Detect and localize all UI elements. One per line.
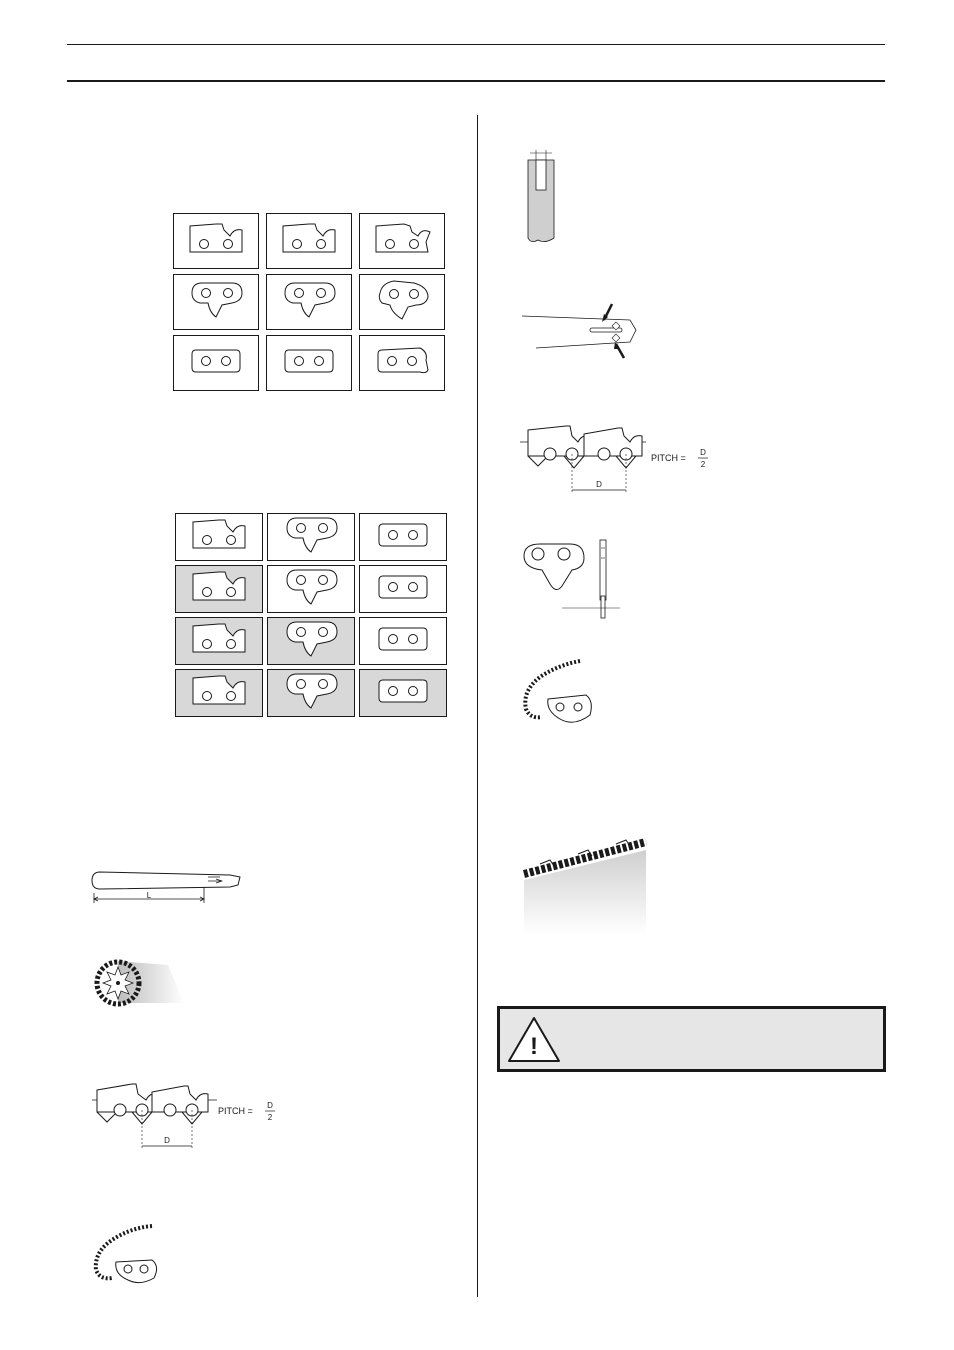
chain-loop-figure-right (520, 655, 605, 735)
header-rule-thick (67, 80, 885, 82)
tie-strap-icon (373, 572, 433, 607)
warning-symbol: ! (530, 1033, 538, 1060)
bar-groove-figure (518, 150, 568, 245)
bar-oil-hole-figure (520, 300, 640, 365)
chain-pitch-figure (92, 1080, 282, 1155)
grid-cell-r2-c1 (175, 565, 263, 613)
grid-cell-r3-c3 (359, 335, 445, 391)
grid-cell-r1-c2 (266, 213, 352, 269)
grid-cell-r4-c2 (267, 669, 355, 717)
drive-link-icon (279, 279, 339, 326)
chain-pitch-figure-right (520, 420, 720, 498)
chain-component-replacement-grid (175, 513, 447, 717)
header-rule-thin (67, 44, 885, 45)
grid-cell-r4-c3 (359, 669, 447, 717)
drive-link-icon (281, 566, 341, 613)
tie-strap-icon (373, 624, 433, 659)
grid-cell-r1-c2 (267, 513, 355, 561)
warning-triangle-icon (506, 1013, 562, 1067)
cutter-icon (279, 220, 339, 263)
pitch-denominator-right: 2 (700, 460, 706, 469)
grid-cell-r3-c3 (359, 617, 447, 665)
grid-cell-r1-c1 (175, 513, 263, 561)
grid-cell-r2-c3 (359, 565, 447, 613)
sprocket-nose-figure (88, 955, 208, 1015)
pitch-label: PITCH = (218, 1106, 253, 1116)
bar-length-figure (90, 865, 245, 910)
pitch-label-right: PITCH = (651, 453, 686, 463)
grid-cell-r4-c1 (175, 669, 263, 717)
cutter-chisel-icon (372, 220, 432, 263)
tie-strap-chisel-icon (372, 346, 432, 381)
pitch-distance-label-right: D (596, 480, 602, 489)
grid-cell-r1-c3 (359, 513, 447, 561)
cutter-icon (186, 220, 246, 263)
grid-cell-r2-c3 (359, 274, 445, 330)
chain-loop-figure (90, 1222, 170, 1287)
grid-cell-r2-c2 (266, 274, 352, 330)
drive-link-icon (186, 279, 246, 326)
tie-strap-icon (373, 676, 433, 711)
pitch-numerator-right: D (700, 448, 706, 457)
grid-cell-r3-c1 (173, 335, 259, 391)
bar-length-label: L (146, 891, 152, 900)
grid-cell-r3-c2 (267, 617, 355, 665)
pitch-numerator: D (267, 1101, 273, 1110)
drive-link-icon (281, 618, 341, 665)
drive-link-chisel-icon (372, 279, 432, 326)
grid-cell-r1-c1 (173, 213, 259, 269)
column-divider (477, 115, 478, 1297)
chain-component-grid (173, 213, 445, 391)
grid-cell-r1-c3 (359, 213, 445, 269)
pitch-distance-label: D (164, 1136, 170, 1145)
chain-on-bar-figure (520, 838, 650, 938)
warning-box (497, 1006, 886, 1072)
grid-cell-r2-c2 (267, 565, 355, 613)
tie-strap-icon (279, 346, 339, 381)
tie-strap-icon (373, 520, 433, 555)
drive-link-icon (281, 514, 341, 561)
tie-strap-icon (186, 346, 246, 381)
cutter-icon (189, 672, 249, 715)
grid-cell-r2-c1 (173, 274, 259, 330)
cutter-icon (189, 516, 249, 559)
drive-link-gauge-figure (520, 538, 630, 623)
cutter-icon (189, 568, 249, 611)
drive-link-icon (281, 670, 341, 717)
pitch-denominator: 2 (267, 1113, 273, 1122)
grid-cell-r3-c1 (175, 617, 263, 665)
cutter-icon (189, 620, 249, 663)
grid-cell-r3-c2 (266, 335, 352, 391)
